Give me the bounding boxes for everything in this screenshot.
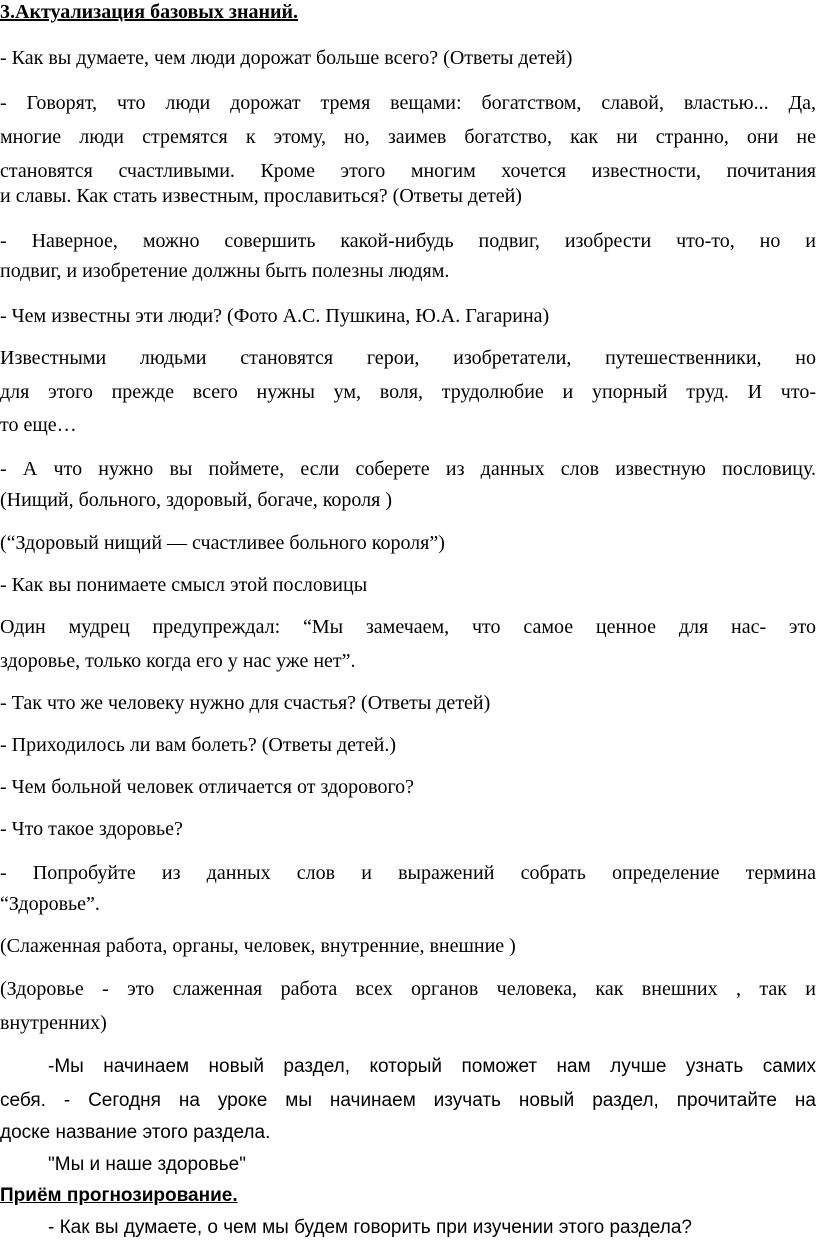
paragraph-line: - Чем известны эти люди? (Фото А.С. Пушкина, Ю.А. Гагарина) xyxy=(0,305,550,327)
paragraph-line: - Как вы понимаете смысл этой пословицы xyxy=(0,574,368,596)
paragraph-line: - Как вы думаете, о чем мы будем говорить при изучении этого раздела? xyxy=(48,1217,692,1238)
paragraph-line: - Приходилось ли вам болеть? (Ответы детей.) xyxy=(0,734,396,756)
technique-heading: Приём прогнозирование. xyxy=(0,1185,238,1206)
paragraph-line: -Мы начинаем новый раздел, который поможет нам лучше узнать самих xyxy=(48,1056,816,1077)
paragraph-line: - Попробуйте из данных слов и выражений собрать определение термина xyxy=(0,862,816,884)
paragraph-line: - Наверное, можно совершить какой-нибудь подвиг, изобрести что-то, но и xyxy=(0,230,816,252)
paragraph-line: (Здоровье - это слаженная работа всех органов человека, как внешних , так и xyxy=(0,978,816,1000)
proverb-answer: (“Здоровый нищий — счастливее больного короля”) xyxy=(0,532,445,554)
paragraph-line: и славы. Как стать известным, прославиться? (Ответы детей) xyxy=(0,185,522,207)
paragraph-line: - Как вы думаете, чем люди дорожат больше всего? (Ответы детей) xyxy=(0,47,573,69)
paragraph-line: для этого прежде всего нужны ум, воля, трудолюбие и упорный труд. И что- xyxy=(0,381,816,403)
paragraph-line: “Здоровье”. xyxy=(0,893,100,915)
paragraph-line: себя. - Сегодня на уроке мы начинаем изучать новый раздел, прочитайте на xyxy=(0,1090,816,1111)
paragraph-line: то еще… xyxy=(0,414,77,436)
section-name: "Мы и наше здоровье" xyxy=(48,1154,246,1175)
paragraph-line: - Так что же человеку нужно для счастья? (Ответы детей) xyxy=(0,692,491,714)
section-title: 3.Актуализация базовых знаний. xyxy=(0,1,299,23)
paragraph-line: здоровье, только когда его у нас уже нет”. xyxy=(0,650,356,672)
paragraph-line: Известными людьми становятся герои, изобретатели, путешественники, но xyxy=(0,347,816,369)
paragraph-line: (Слаженная работа, органы, человек, внутренние, внешние ) xyxy=(0,935,516,957)
paragraph-line: - Чем больной человек отличается от здорового? xyxy=(0,776,415,798)
paragraph-line: Один мудрец предупреждал: “Мы замечаем, что самое ценное для нас- это xyxy=(0,616,816,638)
paragraph-line: становятся счастливыми. Кроме этого многим хочется известности, почитания xyxy=(0,160,816,182)
paragraph-line: (Нищий, больного, здоровый, богаче, короля ) xyxy=(0,489,393,511)
paragraph-line: внутренних) xyxy=(0,1012,107,1034)
paragraph-line: - Что такое здоровье? xyxy=(0,818,183,840)
paragraph-line: подвиг, и изобретение должны быть полезны людям. xyxy=(0,260,450,282)
paragraph-line: - А что нужно вы поймете, если соберете из данных слов известную пословицу. xyxy=(0,458,816,480)
paragraph-line: многие люди стремятся к этому, но, заимев богатство, как ни странно, они не xyxy=(0,126,816,148)
paragraph-line: доске название этого раздела. xyxy=(0,1122,271,1143)
paragraph-line: - Говорят, что люди дорожат тремя вещами: богатством, славой, властью... Да, xyxy=(0,92,816,114)
